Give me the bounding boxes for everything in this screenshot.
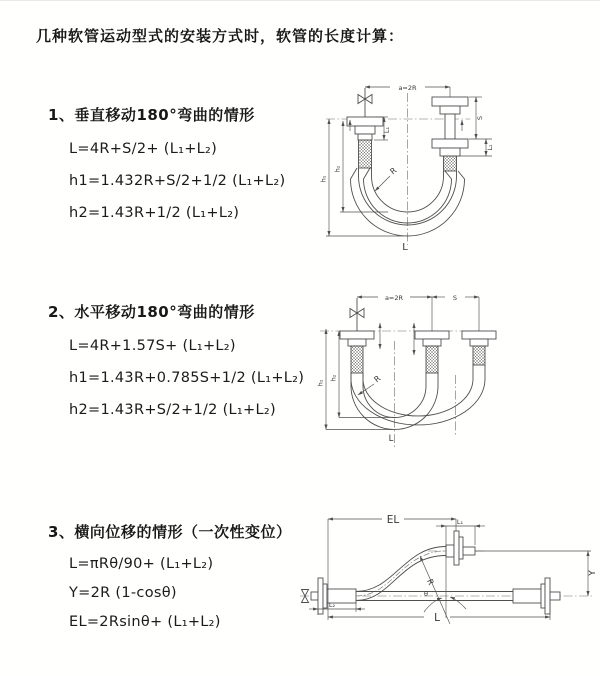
d2-dim-l-label: L [388,434,394,444]
page-title: 几种软管运动型式的安装方式时，软管的长度计算： [36,27,405,45]
section-3-heading: 3、横向位移的情形（一次性变位） [48,523,292,541]
d1-dim-s-label: S [476,115,484,121]
d2-radius-leader [358,374,383,395]
d2-dim-s-label: S [452,293,458,302]
section-2-heading: 2、水平移动180°弯曲的情形 [48,303,255,321]
d2-dim-a2r-label: a=2R [384,293,404,302]
formula-h2: h2=1.43R+1/2 (L₁+L₂) [69,205,240,221]
formula-l: L=πRθ/90+ (L₁+L₂) [69,556,214,572]
d2-middle-pipe [415,331,449,373]
d2-left-pipe [340,331,374,373]
diagram-vertical-180-bend [312,73,597,258]
diagram-lateral-displacement [298,506,598,666]
d1-dim-l2-label: L₂ [486,144,494,151]
d3-dim-l [328,601,550,624]
d3-radius-label: R [425,577,436,587]
d1-dim-h1-label: h₁ [319,175,328,183]
d3-angle-theta-label: θ [424,590,428,598]
d1-right-pipe [432,97,468,171]
d3-dim-l-label: L [434,612,440,624]
formula-y: Y=2R (1-cosθ) [69,585,177,601]
d2-dim-a2r [357,294,432,302]
formula-l: L=4R+S/2+ (L₁+L₂) [69,141,218,157]
d3-dim-l1-label: L₁ [456,518,464,526]
d1-dim-l1-label: L₁ [383,126,391,134]
d3-dim-el-label: EL [386,514,400,526]
section-1-heading: 1、垂直移动180°弯曲的情形 [48,106,255,124]
d3-dim-l1 [436,518,485,618]
d1-valve-icon [358,88,372,117]
formula-h2: h2=1.43R+S/2+1/2 (L₁+L₂) [69,402,276,418]
d1-left-pipe [347,117,383,168]
d2-valve-icon [350,298,364,331]
d1-dim-s [469,97,492,139]
d3-angle-theta [424,590,466,612]
d2-dim-h2-label: h₂ [329,374,338,382]
d1-radius-leader [375,166,399,191]
d3-curved-hose [356,547,446,601]
d3-dim-el [328,514,456,620]
formula-el: EL=2Rsinθ+ (L₁+L₂) [69,614,221,630]
diagram-horizontal-180-bend [312,283,597,468]
d2-radius-label: R [372,373,383,385]
d2-dim-h1-label: h₁ [316,379,325,387]
d2-small-dims [380,323,414,355]
d1-dim-a2r-label: a=2R [398,83,417,92]
d3-dim-l2-label: L₂ [328,601,336,609]
formula-h1: h1=1.43R+0.785S+1/2 (L₁+L₂) [69,370,305,386]
d2-dim-s [432,294,479,331]
section-vertical-movement [48,104,285,229]
d2-hose-arcs [351,365,485,429]
formula-h1: h1=1.432R+S/2+1/2 (L₁+L₂) [69,173,286,189]
d1-radius-label: R [388,165,399,177]
d1-dim-l-label: L [402,242,408,253]
d1-dim-h2-label: h₂ [333,165,342,173]
section-horizontal-movement [48,301,304,426]
section-lateral-displacement [48,521,291,637]
d2-right-pipe [462,331,496,365]
d3-upper-flange [446,531,475,565]
d3-lower-flange [513,578,560,614]
d3-dim-y-label: Y [588,570,598,576]
formula-l: L=4R+1.57S+ (L₁+L₂) [69,338,236,354]
